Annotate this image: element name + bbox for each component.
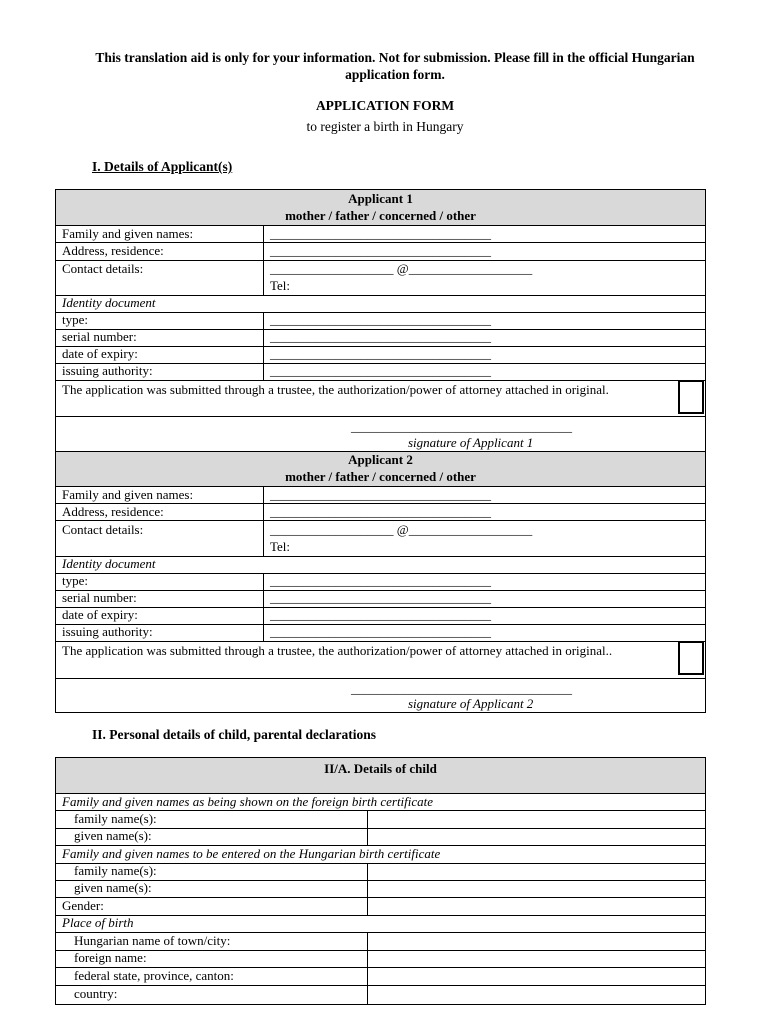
- child-place-of-birth-heading: Place of birth: [62, 915, 134, 930]
- applicant-1-type-label: type:: [62, 312, 88, 327]
- child-details-heading: II/A. Details of child: [324, 761, 437, 776]
- applicant-2-authority-label: issuing authority:: [62, 624, 153, 639]
- child-foreign-given-label: given name(s):: [74, 828, 152, 843]
- applicant-2-table: [55, 451, 706, 713]
- applicant-1-tel-field[interactable]: Tel:: [270, 278, 291, 293]
- applicant-1-serial-label: serial number:: [62, 329, 137, 344]
- applicant-2-address-label: Address, residence:: [62, 504, 164, 519]
- applicant-1-role: mother / father / concerned / other: [285, 208, 476, 223]
- applicant-1-identity-doc-label: Identity document: [62, 295, 156, 310]
- applicant-1-authority-field[interactable]: __________________________________: [270, 363, 491, 378]
- applicant-2-type-field[interactable]: __________________________________: [270, 573, 491, 588]
- section-1-heading: I. Details of Applicant(s): [92, 159, 233, 174]
- applicant-1-family-given-label: Family and given names:: [62, 226, 194, 241]
- applicant-1-address-label: Address, residence:: [62, 243, 164, 258]
- section-2-heading: II. Personal details of child, parental declarations: [92, 727, 377, 742]
- applicant-2-expiry-label: date of expiry:: [62, 607, 138, 622]
- child-details-table: [55, 757, 706, 1005]
- applicant-2-contact-label: Contact details:: [62, 522, 144, 537]
- applicant-2-family-given-field[interactable]: __________________________________: [270, 487, 491, 502]
- applicant-1-heading: Applicant 1: [348, 191, 413, 206]
- child-details-header: [56, 758, 705, 793]
- applicant-1-email-field[interactable]: ___________________ @___________________: [270, 261, 533, 276]
- applicant-1-expiry-field[interactable]: __________________________________: [270, 346, 491, 361]
- applicant-1-expiry-label: date of expiry:: [62, 346, 138, 361]
- applicant-1-type-field[interactable]: __________________________________: [270, 312, 491, 327]
- child-hungarian-names-heading: Family and given names to be entered on the Hungarian birth certificate: [62, 846, 441, 861]
- applicant-2-identity-doc-label: Identity document: [62, 556, 156, 571]
- applicant-1-serial-field[interactable]: __________________________________: [270, 329, 491, 344]
- applicant-1-contact-label: Contact details:: [62, 261, 144, 276]
- child-hungarian-town-label: Hungarian name of town/city:: [74, 933, 231, 948]
- applicant-1-trustee-statement: The application was submitted through a trustee, the authorization/power of attorney attached in original.: [62, 382, 609, 397]
- applicant-2-address-field[interactable]: __________________________________: [270, 504, 491, 519]
- applicant-2-family-given-label: Family and given names:: [62, 487, 194, 502]
- applicant-1-signature-label: signature of Applicant 1: [408, 435, 534, 450]
- applicant-2-type-label: type:: [62, 573, 88, 588]
- child-foreign-name-label: foreign name:: [74, 950, 147, 965]
- applicant-2-trustee-statement: The application was submitted through a trustee, the authorization/power of attorney attached in original..: [62, 643, 613, 658]
- applicant-2-tel-field[interactable]: Tel:: [270, 539, 291, 554]
- child-gender-label: Gender:: [62, 898, 104, 913]
- applicant-2-heading: Applicant 2: [348, 452, 413, 467]
- applicant-1-trustee-checkbox[interactable]: [678, 380, 704, 414]
- applicant-1-table: [55, 189, 706, 452]
- child-hungarian-given-label: given name(s):: [74, 880, 152, 895]
- applicant-2-serial-label: serial number:: [62, 590, 137, 605]
- child-country-label: country:: [74, 986, 118, 1001]
- child-hungarian-family-label: family name(s):: [74, 863, 157, 878]
- applicant-2-header: [56, 452, 705, 486]
- child-federal-state-label: federal state, province, canton:: [74, 968, 234, 983]
- applicant-2-email-field[interactable]: ___________________ @___________________: [270, 522, 533, 537]
- applicant-1-signature-line[interactable]: __________________________________: [351, 419, 572, 434]
- applicant-2-expiry-field[interactable]: __________________________________: [270, 607, 491, 622]
- applicant-2-trustee-checkbox[interactable]: [678, 641, 704, 675]
- applicant-2-signature-line[interactable]: __________________________________: [351, 681, 572, 696]
- applicant-1-address-field[interactable]: __________________________________: [270, 243, 491, 258]
- applicant-1-authority-label: issuing authority:: [62, 363, 153, 378]
- applicant-1-family-given-field[interactable]: __________________________________: [270, 226, 491, 241]
- applicant-2-authority-field[interactable]: __________________________________: [270, 624, 491, 639]
- form-subtitle: to register a birth in Hungary: [306, 119, 464, 134]
- form-title: APPLICATION FORM: [315, 98, 455, 113]
- applicant-2-serial-field[interactable]: __________________________________: [270, 590, 491, 605]
- child-foreign-names-heading: Family and given names as being shown on the foreign birth certificate: [62, 794, 434, 809]
- child-foreign-family-label: family name(s):: [74, 811, 157, 826]
- translation-notice: This translation aid is only for your information. Not for submission. Please fill in the official Hungarian application form.: [95, 50, 695, 82]
- applicant-2-role: mother / father / concerned / other: [285, 469, 476, 484]
- applicant-1-header: [56, 190, 705, 225]
- applicant-2-signature-label: signature of Applicant 2: [408, 696, 534, 711]
